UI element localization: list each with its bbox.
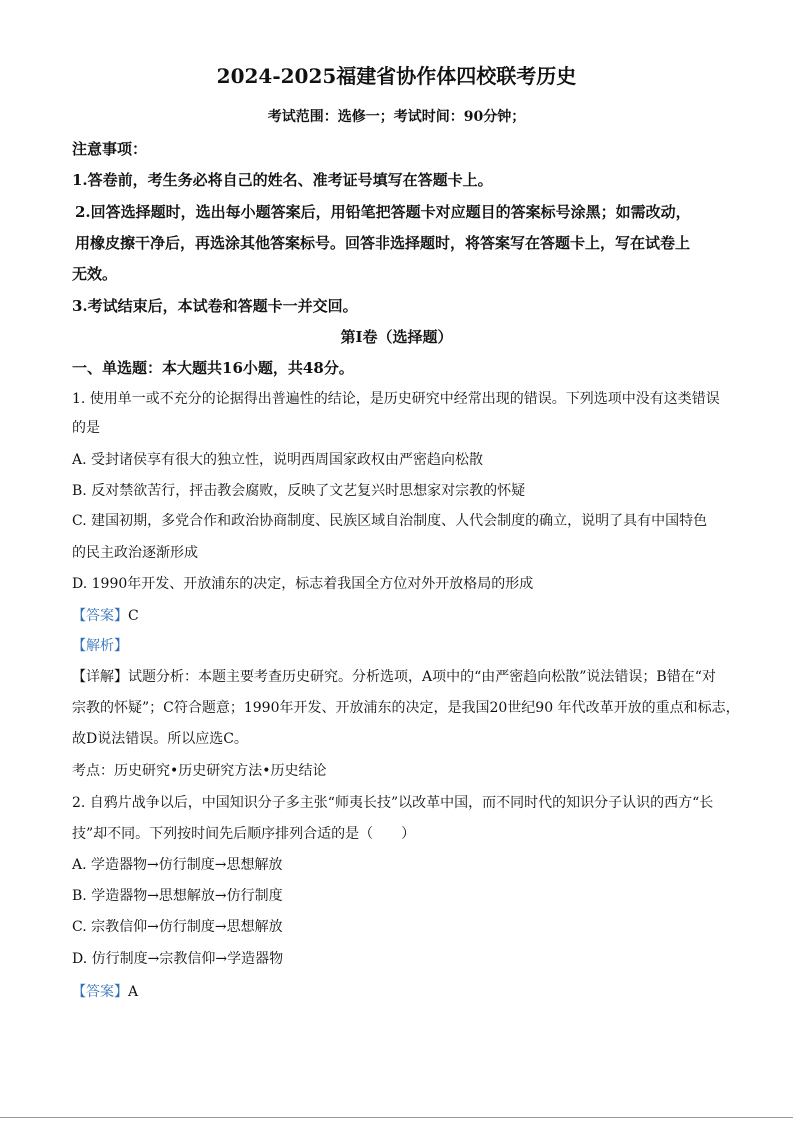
q1-stem-line1: 1. 使用单一或不充分的论据得出普遍性的结论，是历史研究中经常出现的错误。下列选项中没有这类错误 [72, 391, 720, 407]
bottom-divider [0, 1117, 793, 1118]
q1-option-c-line1: C. 建国初期，多党合作和政治协商制度、民族区域自治制度、人代会制度的确立，说明了具有中国特色 [72, 513, 708, 529]
note-item-2-line2: 用橡皮擦干净后，再选涂其他答案标号。回答非选择题时，将答案写在答题卡上，写在试卷上 [75, 234, 691, 252]
note-item-2-line3: 无效。 [72, 265, 118, 283]
q1-option-b: B. 反对禁欲苦行，抨击教会腐败，反映了文艺复兴时思想家对宗教的怀疑 [72, 483, 526, 499]
q2-option-c: C. 宗教信仰→仿行制度→思想解放 [72, 919, 283, 935]
q2-stem-line1: 2. 自鸦片战争以后，中国知识分子多主张“师夷长技”以改革中国，而不同时代的知识分子认识的西方“长 [72, 795, 714, 811]
q2-answer [72, 982, 138, 1002]
q2-stem-line2: 技”却不同。下列按时间先后顺序排列合适的是（ ） [72, 826, 416, 842]
q1-answer-label: 【答案】 [72, 608, 128, 624]
volume-heading: 第Ⅰ卷（选择题） [340, 328, 453, 346]
q1-analysis-label: 【解析】 [72, 638, 128, 654]
q1-kaodian: 考点：历史研究•历史研究方法•历史结论 [72, 763, 327, 779]
part-heading: 一、单选题：本大题共16小题，共48分。 [72, 359, 354, 377]
note-item-2-line1: 2.回答选择题时，选出每小题答案后，用铅笔把答题卡对应题目的答案标号涂黑；如需改动， [75, 203, 691, 221]
q1-answer-value: C [128, 608, 139, 624]
q1-option-a: A. 受封诸侯享有很大的独立性，说明西周国家政权由严密趋向松散 [72, 452, 484, 468]
notes-heading: 注意事项： [72, 140, 148, 158]
q1-option-c-line2: 的民主政治逐渐形成 [72, 545, 198, 561]
q2-option-a: A. 学造器物→仿行制度→思想解放 [72, 857, 283, 873]
q1-answer [72, 606, 139, 626]
note-item-1: 1.答卷前，考生务必将自己的姓名、准考证号填写在答题卡上。 [72, 171, 493, 189]
q2-option-b: B. 学造器物→思想解放→仿行制度 [72, 888, 283, 904]
q2-answer-value: A [128, 984, 139, 1000]
exam-scope: 考试范围：选修一；考试时间：90分钟； [267, 109, 526, 125]
page-title: 2024-2025福建省协作体四校联考历史 [216, 64, 577, 88]
q1-detail-line1: 【详解】试题分析：本题主要考查历史研究。分析选项，A项中的“由严密趋向松散”说法错误；B错在“对 [72, 669, 716, 685]
q1-option-d: D. 1990年开发、开放浦东的决定，标志着我国全方位对外开放格局的形成 [72, 576, 534, 592]
q1-stem-line2: 的是 [72, 420, 100, 436]
note-item-3: 3.考试结束后，本试卷和答题卡一并交回。 [72, 297, 358, 315]
q1-detail-line3: 故D说法错误。所以应选C。 [72, 731, 248, 747]
q2-option-d: D. 仿行制度→宗教信仰→学造器物 [72, 951, 284, 967]
q2-answer-label: 【答案】 [72, 984, 128, 1000]
q1-detail-line2: 宗教的怀疑”；C符合题意；1990年开发、开放浦东的决定，是我国20世纪90 年代改革开放的重点和标志， [72, 700, 740, 716]
